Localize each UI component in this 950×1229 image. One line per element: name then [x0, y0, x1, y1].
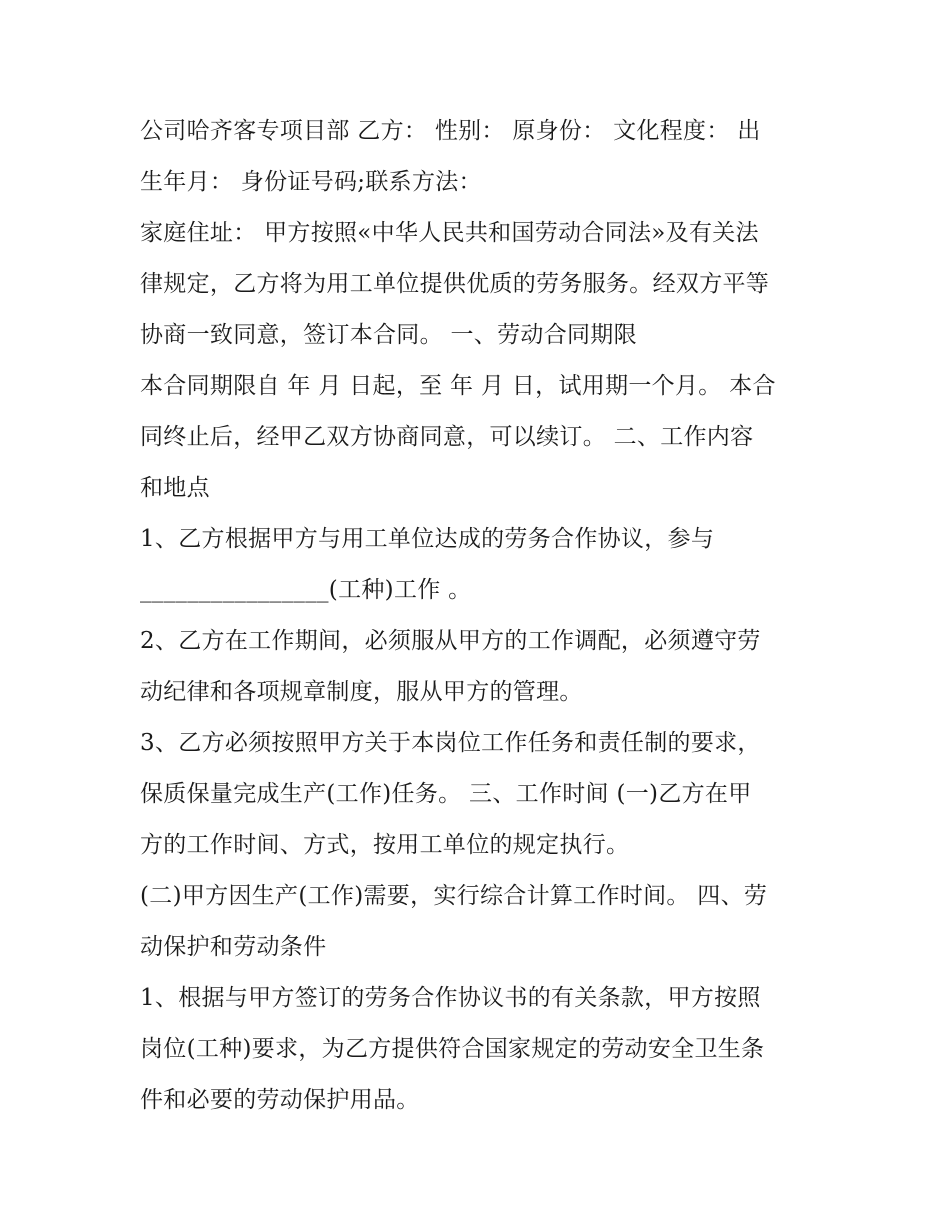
text-line: 协商一致同意，签订本合同。 一、劳动合同期限 — [140, 322, 637, 348]
blank-line: ________________(工种)工作 。 — [140, 577, 472, 603]
text-line: 件和必要的劳动保护用品。 — [140, 1087, 420, 1113]
text-line: 家庭住址： 甲方按照«中华人民共和国劳动合同法»及有关法 — [140, 220, 759, 246]
text-line: 和地点 — [140, 475, 210, 501]
text-line: 公司哈齐客专项目部 乙方： 性别： 原身份： 文化程度： 出 — [140, 118, 761, 144]
text-line: 保质保量完成生产(工作)任务。 三、工作时间 (一)乙方在甲 — [140, 781, 752, 807]
text-line: 生年月： 身份证号码;联系方法： — [140, 169, 482, 195]
text-line: 律规定，乙方将为用工单位提供优质的劳务服务。经双方平等 — [140, 271, 770, 297]
text-line: 方的工作时间、方式，按用工单位的规定执行。 — [140, 832, 630, 858]
text-line: 本合同期限自 年 月 日起，至 年 月 日，试用期一个月。 本合 — [140, 373, 776, 399]
text-line: 2、乙方在工作期间，必须服从甲方的工作调配，必须遵守劳 — [140, 628, 761, 654]
text-line: 动纪律和各项规章制度，服从甲方的管理。 — [140, 679, 583, 705]
text-line: 1、根据与甲方签订的劳务合作协议书的有关条款，甲方按照 — [140, 985, 761, 1011]
text-line: 1、乙方根据甲方与用工单位达成的劳务合作协议，参与 — [140, 526, 715, 552]
text-line: 同终止后，经甲乙双方协商同意，可以续订。 二、工作内容 — [140, 424, 754, 450]
text-line: 动保护和劳动条件 — [140, 934, 327, 960]
text-line: 3、乙方必须按照甲方关于本岗位工作任务和责任制的要求， — [140, 730, 761, 756]
text-line: (二)甲方因生产(工作)需要，实行综合计算工作时间。 四、劳 — [140, 883, 768, 909]
text-line: 岗位(工种)要求，为乙方提供符合国家规定的劳动安全卫生条 — [140, 1036, 765, 1062]
document-body — [140, 106, 820, 1126]
